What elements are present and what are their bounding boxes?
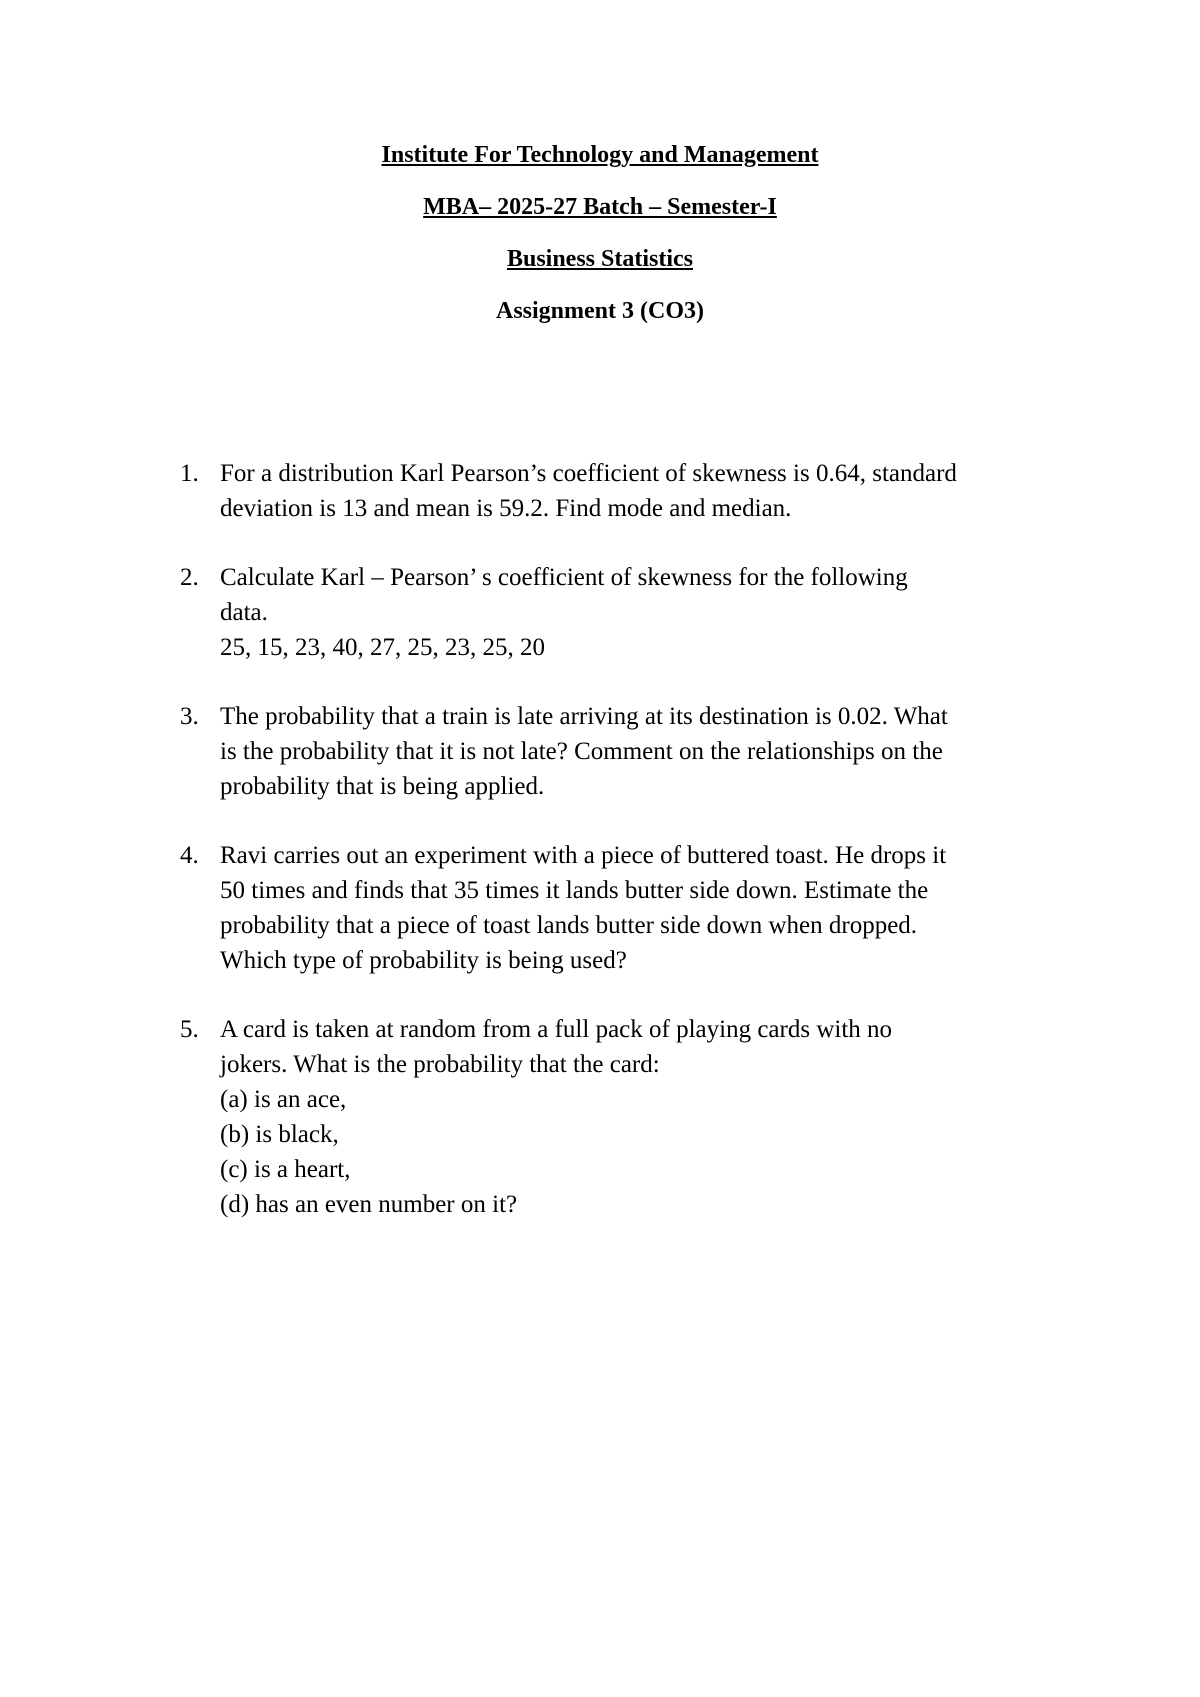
question-item <box>180 699 1080 804</box>
question-number: 2. <box>180 564 199 591</box>
question-number: 3. <box>180 703 199 730</box>
question-text-line: The probability that a train is late arriving at its destination is 0.02. What <box>220 703 948 730</box>
question-text-line: A card is taken at random from a full pack of playing cards with no <box>220 1016 893 1043</box>
question-text-line: Ravi carries out an experiment with a piece of buttered toast. He drops it <box>220 842 947 869</box>
batch-title: MBA– 2025-27 Batch – Semester-I <box>423 194 777 220</box>
question-text-line: probability that a piece of toast lands butter side down when dropped. <box>220 912 918 939</box>
question-text-line: deviation is 13 and mean is 59.2. Find mode and median. <box>220 495 792 522</box>
question-text-line: For a distribution Karl Pearson’s coefficient of skewness is 0.64, standard <box>220 460 957 487</box>
question-text-line: probability that is being applied. <box>220 773 545 800</box>
question-text-line: Calculate Karl – Pearson’ s coefficient of skewness for the following <box>220 564 908 591</box>
sub-question-d: (d) has an even number on it? <box>220 1191 518 1218</box>
assignment-title: Assignment 3 (CO3) <box>496 298 704 324</box>
question-number: 1. <box>180 460 199 487</box>
question-data-line: 25, 15, 23, 40, 27, 25, 23, 25, 20 <box>220 634 545 661</box>
question-item <box>180 838 1080 978</box>
institute-title: Institute For Technology and Management <box>381 142 819 168</box>
subject-title: Business Statistics <box>506 246 694 272</box>
sub-question-b: (b) is black, <box>220 1121 339 1148</box>
question-item <box>180 560 1080 665</box>
question-number: 5. <box>180 1016 199 1043</box>
question-item <box>180 1012 1080 1222</box>
sub-question-c: (c) is a heart, <box>220 1156 351 1183</box>
question-number: 4. <box>180 842 199 869</box>
sub-question-a: (a) is an ace, <box>220 1086 347 1113</box>
question-text-line: data. <box>220 599 268 626</box>
question-item <box>180 456 1080 526</box>
question-text-line: jokers. What is the probability that the card: <box>220 1051 660 1078</box>
question-text-line: is the probability that it is not late? Comment on the relationships on the <box>220 738 943 765</box>
document-header <box>0 141 1200 349</box>
question-text-line: 50 times and finds that 35 times it lands butter side down. Estimate the <box>220 877 929 904</box>
question-text-line: Which type of probability is being used? <box>220 947 627 974</box>
question-list <box>180 456 1080 1256</box>
